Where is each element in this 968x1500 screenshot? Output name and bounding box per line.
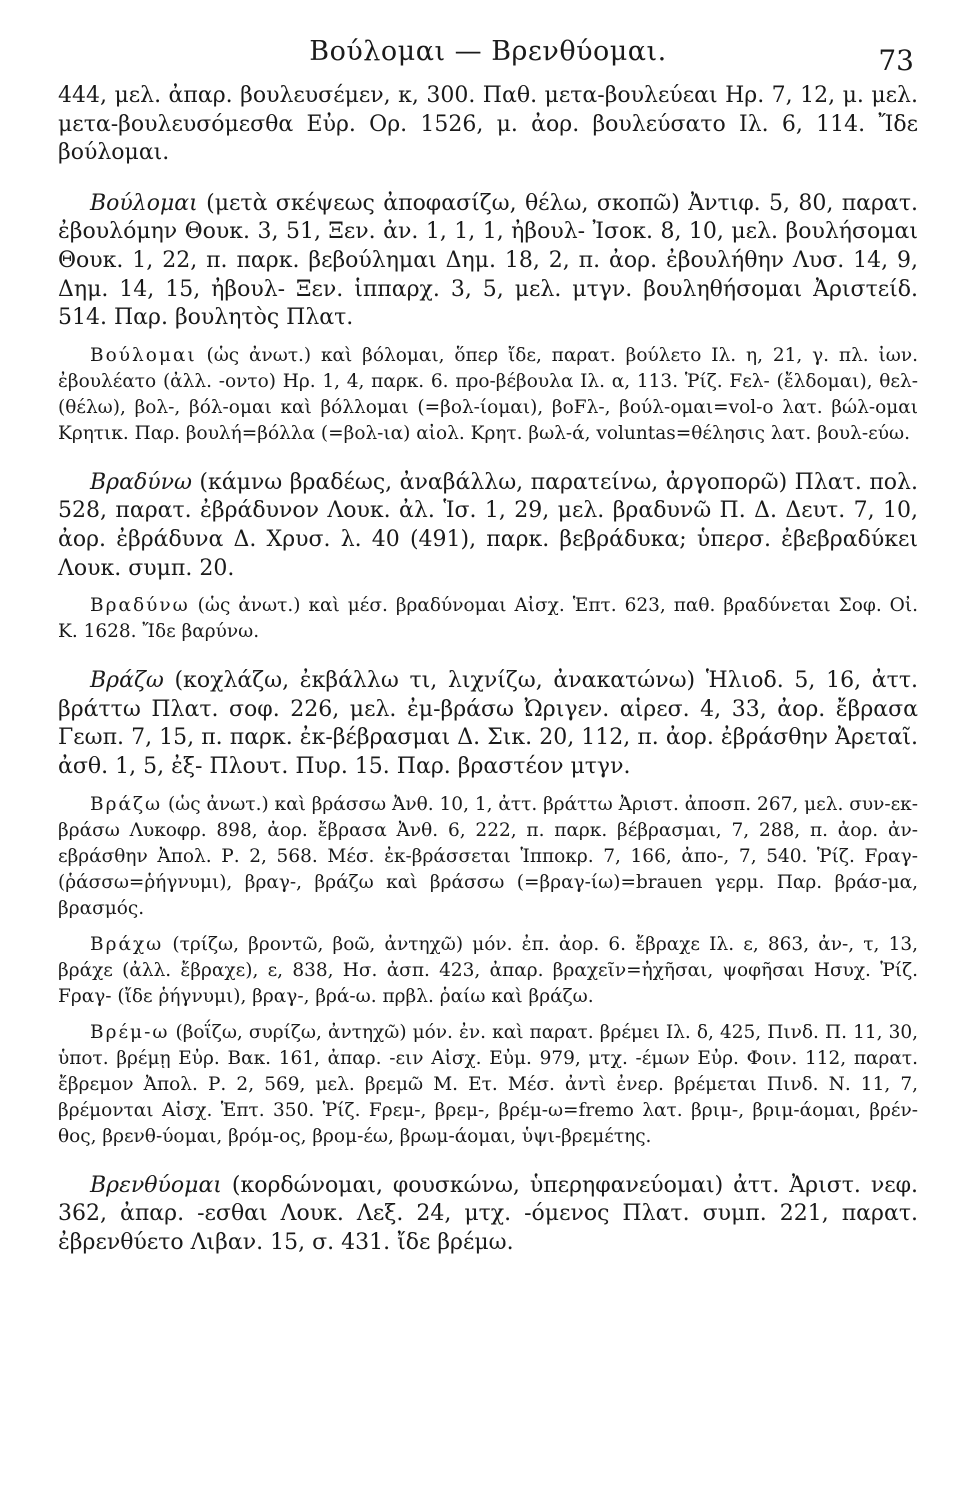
entry-brazo	[58, 667, 918, 781]
entry-body: (μετὰ σκέψεως ἀποφασίζω, θέλω, σκοπῶ) Ἀντιφ. 5, 80, παρατ. ἐβουλόμην Θουκ. 3, 51, Ξεν. ἀν. 1, 1, 1, ἠβουλ- Ἰσοκ. 8, 10, μελ. βουλήσομαι Θουκ. 1, 22, π. παρκ. βεβούλημαι Δημ. 18, 2, π. ἀορ. ἐβουλήθην Λυσ. 14, 9, Δημ. 14, 15, ἠβουλ- Ξεν. ἱππαρχ. 3, 5, μελ. μτγν. βουληθήσομαι Ἀριστείδ. 514. Παρ. βουλητὸς Πλατ.	[58, 190, 918, 331]
entry-boulomai	[58, 190, 918, 333]
entry-bradyno-poetic	[58, 593, 918, 645]
entry-lemma: Βραδύνω	[90, 469, 192, 495]
entry-body: (βοΐζω, συρίζω, ἀντηχῶ) μόν. ἐν. καὶ παρατ. βρέμει Ιλ. δ, 425, Πινδ. Π. 11, 30, ὑποτ. βρέμῃ Εὐρ. Βακ. 161, ἀπαρ. -ειν Αἰσχ. Εὐμ. 979, μτχ. -έμων Εὐρ. Φοιν. 112, παρατ. ἔβρεμον Ἀπολ. Ρ. 2, 569, μελ. βρεμῶ Μ. Ετ. Μέσ. ἀντὶ ἐνερ. βρέμεται Πινδ. Ν. 11, 7, βρέμονται Αἰσχ. Ἑπτ. 350. Ῥίζ. Fρεμ-, βρεμ-, βρέμ-ω=fremo λατ. βριμ-, βριμ-άομαι, βρέν-θος, βρενθ-ύομαι, βρόμ-ος, βρομ-έω, βρωμ-άομαι, ὑψι-βρεμέτης.	[58, 1021, 918, 1147]
entry-body: (ὡς ἀνωτ.) καὶ βράσσω Ἀνθ. 10, 1, ἀττ. βράττω Ἀριστ. ἀποσπ. 267, μελ. συν-εκ-βράσω Λυκοφρ. 898, ἀορ. ἔβρασα Ἀνθ. 6, 222, π. παρκ. βέβρασμαι, 7, 288, π. ἀορ. ἀν-εβράσθην Ἀπολ. Ρ. 2, 568. Μέσ. ἐκ-βράσσεται Ἱπποκρ. 7, 166, ἀπο-, 7, 540. Ῥίζ. Fραγ- (ῥάσσω=ῥήγνυμι), βραγ-, βράζω καὶ βράσσω (=βραγ-ίω)=brauen γερμ. Παρ. βράσ-μα, βρασμός.	[58, 793, 918, 919]
entry-body: (τρίζω, βροντῶ, βοῶ, ἀντηχῶ) μόν. ἐπ. ἀορ. 6. ἔβραχε Ιλ. ε, 863, ἀν-, τ, 13, βράχε (ἀλλ. ἔβραχε), ε, 838, Ησ. ἀσπ. 423, ἀπαρ. βραχεῖν=ἠχῆσαι, ψοφῆσαι Ησυχ. Ῥίζ. Fραγ- (ἴδε ῥήγνυμι), βραγ-, βρά-ω. πρβλ. ῥαίω καὶ βράζω.	[58, 933, 918, 1007]
entry-continuation	[58, 82, 918, 168]
entry-lemma: Βράζω	[90, 668, 164, 694]
entry-lemma: Βράζω	[90, 793, 163, 815]
entry-lemma: Βούλομαι	[90, 190, 198, 216]
entry-body: (ὡς ἀνωτ.) καὶ μέσ. βραδύνομαι Αἰσχ. Ἑπτ. 623, παθ. βραδύνεται Σοφ. Οἰ. Κ. 1628. Ἴδε βαρύνω.	[58, 595, 918, 643]
entry-body: (κάμνω βραδέως, ἀναβάλλω, παρατείνω, ἀργοπορῶ) Πλατ. πολ. 528, παρατ. ἐβράδυνον Λουκ. ἀλ. Ἱσ. 1, 29, μελ. βραδυνῶ Π. Δ. Δευτ. 7, 10, ἀορ. ἐβράδυνα Δ. Χρυσ. λ. 40 (491), παρκ. βεβράδυκα; ὑπερσ. ἐβεβραδύκει Λουκ. συμπ. 20.	[58, 469, 918, 581]
entry-lemma: Βρέμ-ω	[90, 1021, 170, 1043]
entry-lemma: Βούλομαι	[90, 344, 197, 366]
page-header	[58, 30, 918, 80]
entry-bremo	[58, 1020, 918, 1150]
entry-brazo-poetic	[58, 792, 918, 922]
page-number: 73	[878, 44, 914, 77]
entry-body: 444, μελ. ἀπαρ. βουλευσέμεν, κ, 300. Παθ. μετα-βουλεύεαι Ηρ. 7, 12, μ. μελ. μετα-βουλευσόμεσθα Εὐρ. Ορ. 1526, μ. ἀορ. βουλεύσατο Ιλ. 6, 114. Ἴδε βούλομαι.	[58, 83, 918, 166]
running-title: Βούλομαι — Βρενθύομαι.	[309, 36, 667, 67]
entry-brenthyomai	[58, 1172, 918, 1258]
entry-boulomai-poetic	[58, 343, 918, 447]
entry-lemma: Βρενθύομαι	[90, 1172, 222, 1198]
entry-lemma: Βραδύνω	[90, 595, 190, 617]
entry-body: (κορδώνομαι, φουσκώνω, ὑπερηφανεύομαι) ἀττ. Ἀριστ. νεφ. 362, ἀπαρ. -εσθαι Λουκ. Λεξ. 24, μτχ. -όμενος Πλατ. συμπ. 221, παρατ. ἐβρενθύετο Λιβαν. 15, σ. 431. ἴδε βρέμω.	[58, 1172, 918, 1255]
entry-body: (ὡς ἀνωτ.) καὶ βόλομαι, ὅπερ ἴδε, παρατ. βούλετο Ιλ. η, 21, γ. πλ. ἰων. ἐβουλέατο (ἀλλ. -οντο) Ηρ. 1, 4, παρκ. 6. προ-βέβουλα Ιλ. α, 113. Ῥίζ. Fελ- (ἔλδομαι), θελ- (θέλω), βολ-, βόλ-ομαι καὶ βόλλομαι (=βολ-ίομαι), βoFλ-, βούλ-ομαι=vol-o λατ. βώλ-ομαι Κρητικ. Παρ. βουλή=βόλλα (=βολ-ια) αἰολ. Κρητ. βωλ-ά, voluntas=θέλησις λατ. βουλ-εύω.	[58, 344, 918, 444]
entry-bracho	[58, 932, 918, 1010]
entry-bradyno	[58, 469, 918, 583]
entry-body: (κοχλάζω, ἐκβάλλω τι, λιχνίζω, ἀνακατώνω) Ἡλιοδ. 5, 16, ἀττ. βράττω Πλατ. σοφ. 226, μελ. ἐμ-βράσω Ὠριγεν. αἱρεσ. 4, 33, ἀορ. ἔβρασα Γεωπ. 7, 15, π. παρκ. ἐκ-βέβρασμαι Δ. Σικ. 20, 112, π. ἀορ. ἐβράσθην Ἀρεταῖ. ἀσθ. 1, 5, ἐξ- Πλουτ. Πυρ. 15. Παρ. βραστέον μτγν.	[58, 668, 918, 779]
entry-lemma: Βράχω	[90, 933, 164, 955]
